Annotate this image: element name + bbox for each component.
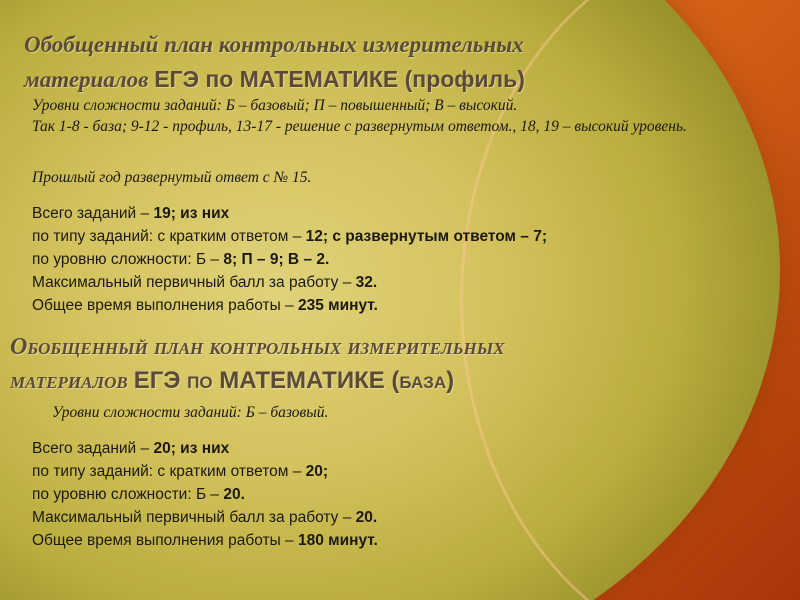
profile-max-score-label: Максимальный первичный балл за работу – bbox=[32, 274, 356, 291]
base-time-row bbox=[32, 529, 772, 552]
profile-by-type-value: 12; с развернутым ответом – 7; bbox=[305, 228, 547, 245]
profile-total-value: 19; из них bbox=[153, 205, 230, 222]
base-title-line2-italic: материалов bbox=[10, 368, 134, 394]
base-by-type-value: 20; bbox=[305, 463, 329, 480]
profile-by-level-label: по уровню сложности: Б – bbox=[32, 251, 224, 268]
profile-title bbox=[24, 28, 784, 97]
base-by-level-row bbox=[32, 483, 772, 506]
base-by-type-label: по типу заданий: с кратким ответом – bbox=[32, 463, 306, 480]
base-max-score-row bbox=[32, 506, 772, 529]
profile-title-line2: ЕГЭ по МАТЕМАТИКЕ (профиль) bbox=[154, 66, 525, 92]
profile-stats bbox=[32, 202, 772, 317]
base-title-line2: ЕГЭ по МАТЕМАТИКЕ (база) bbox=[133, 367, 455, 394]
profile-time-row bbox=[32, 294, 772, 317]
base-max-score-value: 20. bbox=[355, 509, 378, 526]
base-by-level-value: 20. bbox=[223, 486, 245, 503]
base-total-value: 20; из них bbox=[153, 440, 230, 457]
profile-distribution-note: Так 1-8 - база; 9-12 - профиль, 13-17 - решение с развернутым ответом., 18, 19 – высокий уровень. bbox=[32, 118, 687, 135]
profile-by-level-row bbox=[32, 248, 772, 271]
base-levels-note: Уровни сложности заданий: Б – базовый. bbox=[52, 404, 329, 421]
base-time-value: 180 минут. bbox=[297, 532, 378, 549]
profile-title-line2-italic: материалов bbox=[24, 67, 155, 92]
base-title bbox=[10, 330, 790, 398]
profile-max-score-row bbox=[32, 271, 772, 294]
profile-last-year-note: Прошлый год развернутый ответ с № 15. bbox=[32, 169, 312, 186]
profile-by-level-value: 8; П – 9; В – 2. bbox=[223, 251, 330, 268]
profile-time-value: 235 минут. bbox=[297, 297, 378, 314]
profile-total-label: Всего заданий – bbox=[32, 205, 154, 222]
base-stats bbox=[32, 437, 772, 552]
profile-max-score-value: 32. bbox=[355, 274, 378, 291]
profile-levels-note: Уровни сложности заданий: Б – базовый; П – повышенный; В – высокий. bbox=[32, 97, 518, 114]
base-max-score-label: Максимальный первичный балл за работу – bbox=[32, 509, 356, 526]
base-by-type-row bbox=[32, 460, 772, 483]
profile-title-line1: Обобщенный план контрольных измерительных bbox=[24, 32, 524, 57]
profile-by-type-label: по типу заданий: с кратким ответом – bbox=[32, 228, 306, 245]
profile-time-label: Общее время выполнения работы – bbox=[32, 297, 298, 314]
base-total-row bbox=[32, 437, 772, 460]
profile-by-type-row bbox=[32, 225, 772, 248]
profile-total-row bbox=[32, 202, 772, 225]
base-time-label: Общее время выполнения работы – bbox=[32, 532, 298, 549]
base-title-line1: Обобщенный план контрольных измерительных bbox=[10, 334, 505, 360]
base-total-label: Всего заданий – bbox=[32, 440, 154, 457]
base-by-level-label: по уровню сложности: Б – bbox=[32, 486, 224, 503]
